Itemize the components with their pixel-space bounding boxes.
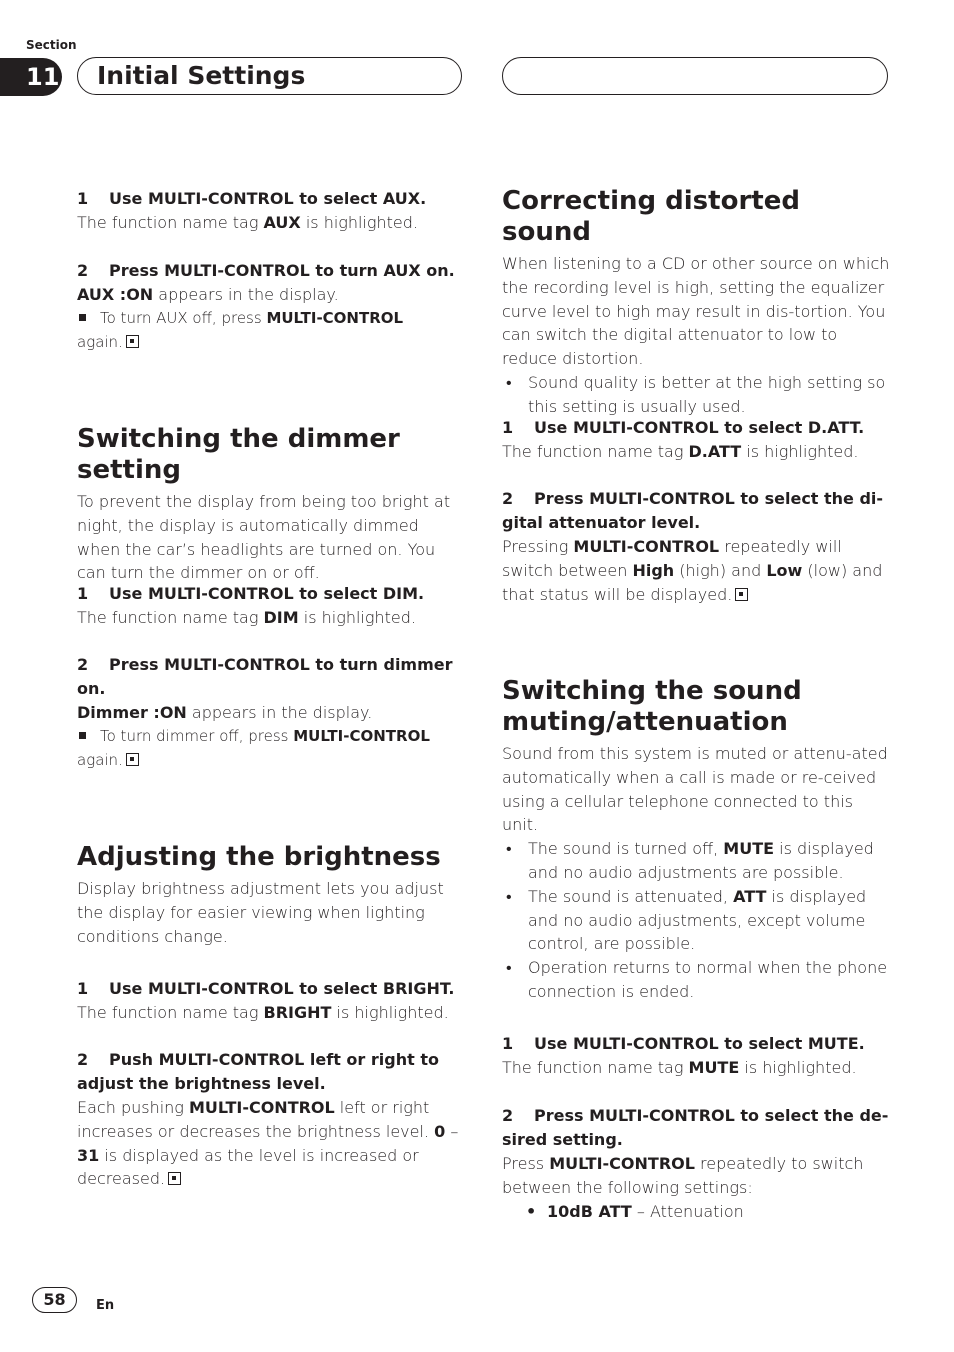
end-mark-icon: [126, 753, 139, 766]
end-mark-icon: [735, 588, 748, 601]
mute-heading: Switching the sound muting/attenuation: [502, 676, 802, 737]
note-square-icon: [79, 314, 86, 321]
list-item: • The sound is attenuated, ATT is displayed and no audio adjustments, except volume control, are possible.: [502, 885, 890, 956]
aux-step-1: 1 Use MULTI-CONTROL to select AUX. The function name tag AUX is highlighted.: [77, 189, 427, 232]
brightness-section: Adjusting the brightness Display brightness adjustment lets you adjust the display for easier viewing when lighting conditions change.: [77, 842, 465, 948]
bright-step-1: 1 Use MULTI-CONTROL to select BRIGHT. The function name tag BRIGHT is highlighted.: [77, 979, 455, 1022]
empty-header-frame: [502, 57, 888, 95]
list-item: • Sound quality is better at the high setting so this setting is usually used.: [502, 371, 890, 419]
distortion-section: Correcting distorted sound When listening to a CD or other source on which the recording level is high, setting the equalizer curve level to high may result in dis-tortion. You can switch the digital attenuator to low to reduce distortion. • Sound quality is better at the high setting so this setting is usually used.: [502, 186, 890, 419]
dimmer-section: Switching the dimmer setting To prevent the display from being too bright at night, the display is automatically dimmed when the car’s headlights are turned on. You can turn the dimmer on or off.: [77, 424, 465, 585]
dim-step-2: 2 Press MULTI-CONTROL to turn dimmer on. Dimmer :ON appears in the display. To turn dimmer off, press MULTI-CONTROL again.: [77, 653, 465, 772]
datt-step-1: 1 Use MULTI-CONTROL to select D.ATT. The function name tag D.ATT is highlighted.: [502, 418, 865, 461]
list-item: • Operation returns to normal when the phone connection is ended.: [502, 956, 890, 1004]
end-mark-icon: [168, 1172, 181, 1185]
section-label: Section: [26, 38, 77, 52]
aux-step-2: 2 Press MULTI-CONTROL to turn AUX on. AUX :ON appears in the display. To turn AUX off, press MULTI-CONTROL again.: [77, 259, 465, 354]
datt-step-2: 2 Press MULTI-CONTROL to select the di- gital attenuator level. Pressing MULTI-CONTROL repeatedly will switch between High (high) and Low (low) and that status will be displayed.: [502, 489, 884, 604]
mute-step-1: 1 Use MULTI-CONTROL to select MUTE. The function name tag MUTE is highlighted.: [502, 1034, 865, 1077]
bright-step-2: 2 Push MULTI-CONTROL left or right to adjust the brightness level. Each pushing MULTI-CONTROL left or right increases or decreases the brightness level. 0 – 31 is displayed as the level is increased or decreased.: [77, 1050, 459, 1189]
section-title: Initial Settings: [97, 61, 306, 90]
list-item: • The sound is turned off, MUTE is displayed and no audio adjustments are possible.: [502, 837, 890, 885]
language-label: En: [96, 1298, 115, 1313]
dim-step-1: 1 Use MULTI-CONTROL to select DIM. The function name tag DIM is highlighted.: [77, 584, 425, 627]
distortion-heading: Correcting distorted sound: [502, 186, 800, 247]
note-square-icon: [79, 732, 86, 739]
aux-note: To turn AUX off, press MULTI-CONTROL: [77, 307, 465, 331]
mute-step-2: 2 Press MULTI-CONTROL to select the de- sired setting. Press MULTI-CONTROL repeatedly to switch between the following settings: • 10dB ATT – Attenuation: [502, 1104, 890, 1223]
dim-note: To turn dimmer off, press MULTI-CONTROL: [77, 725, 465, 749]
brightness-heading: Adjusting the brightness: [77, 842, 441, 872]
end-mark-icon: [126, 335, 139, 348]
section-number-tab: 11: [0, 58, 62, 96]
mute-section: Switching the sound muting/attenuation Sound from this system is muted or attenu-ated automatically when a call is made or re-ceived using a cellular telephone connected to this unit. • The sound is turned off, MUTE is displayed and no audio adjustments are possible. • The sound is attenuated, ATT is displayed and no audio adjustments, except volume control, are possible. • Operation returns to normal when the phone connection is ended.: [502, 676, 890, 1004]
dimmer-heading: Switching the dimmer setting: [77, 424, 400, 485]
page-number: 58: [32, 1287, 77, 1313]
list-item: • 10dB ATT – Attenuation: [502, 1200, 890, 1224]
